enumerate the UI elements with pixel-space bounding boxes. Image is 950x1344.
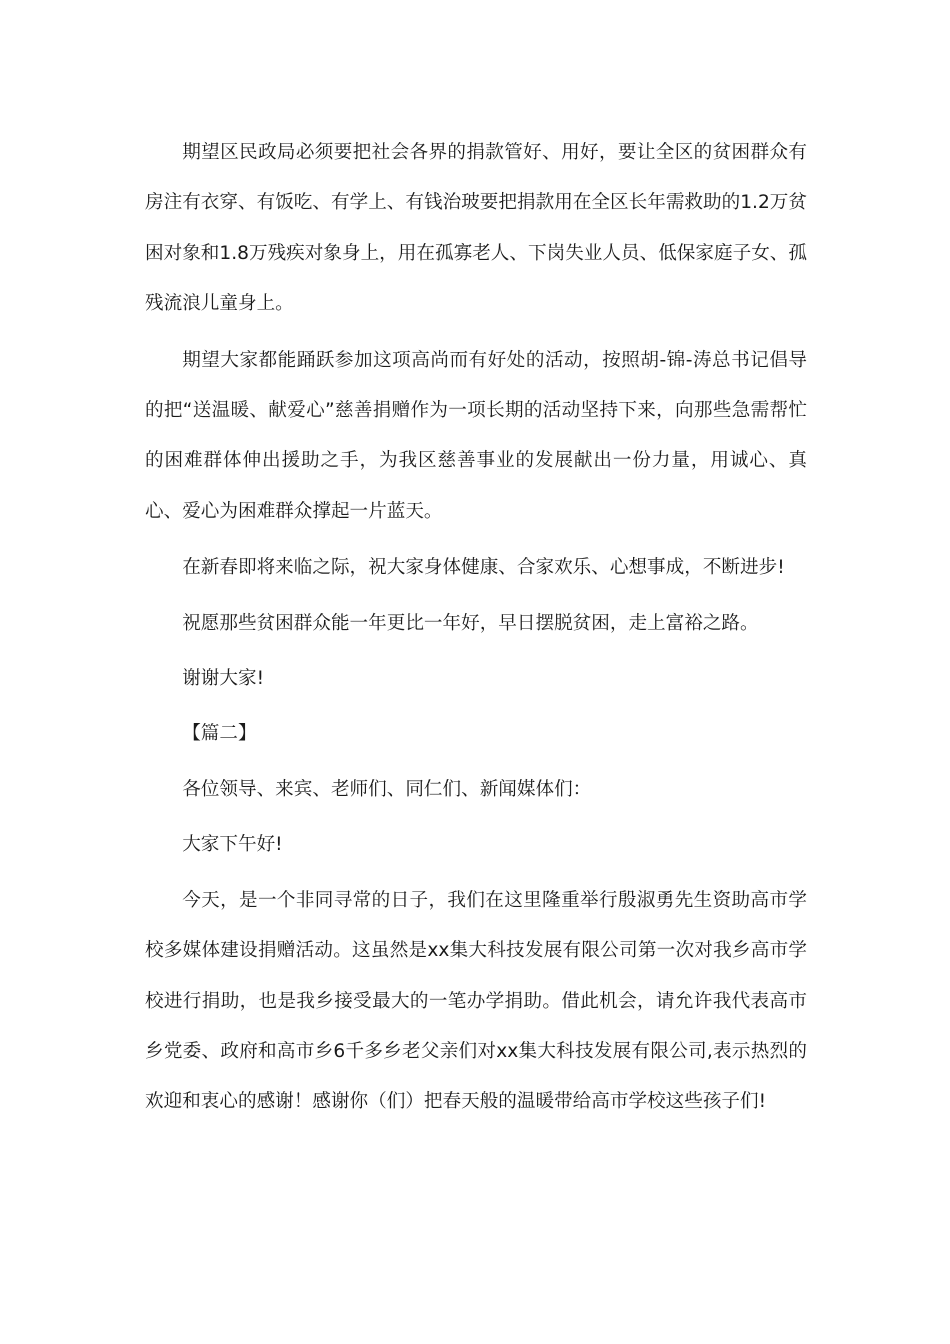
- section-heading-part-two: 【篇二】: [182, 723, 257, 745]
- paragraph-new-year-wishes: 在新春即将来临之际，祝大家身体健康、合家欢乐、心想事成，不断进步!: [182, 557, 785, 579]
- document-body: [145, 128, 807, 1128]
- paragraph-blessing: 祝愿那些贫困群众能一年更比一年好，早日摆脱贫困，走上富裕之路。: [182, 612, 759, 634]
- paragraph-greeting: 大家下午好!: [182, 834, 283, 856]
- paragraph-thanks: 谢谢大家!: [182, 668, 265, 690]
- paragraph-donation-management: 期望区民政局必须要把社会各界的捐款管好、用好，要让全区的贫困群众有房注有衣穿、有饭吃、有学上、有钱治玻要把捐款用在全区长年需救助的1.2万贫困对象和1.8万残疾对象身上，用在孤寡老人、下岗失业人员、低保家庭子女、孤残流浪儿童身上。: [145, 142, 807, 315]
- paragraph-salutation: 各位领导、来宾、老师们、同仁们、新闻媒体们：: [182, 778, 592, 800]
- paragraph-call-to-action: 期望大家都能踊跃参加这项高尚而有好处的活动，按照胡-锦-涛总书记倡导的把“送温暖、献爱心”慈善捐赠作为一项长期的活动坚持下来，向那些急需帮忙的困难群体伸出援助之手，为我区慈善事业的发展献出一份力量，用诚心、真心、爱心为困难群众撑起一片蓝天。: [145, 349, 807, 522]
- paragraph-ceremony-speech: 今天，是一个非同寻常的日子，我们在这里隆重举行殷淑勇先生资助高市学校多媒体建设捐赠活动。这虽然是xx集大科技发展有限公司第一次对我乡高市学校进行捐助，也是我乡接受最大的一笔办学捐助。借此机会，请允许我代表高市乡党委、政府和高市乡6千多乡老父亲们对xx集大科技发展有限公司,表示热烈的欢迎和衷心的感谢！感谢你（们）把春天般的温暖带给高市学校这些孩子们!: [145, 889, 807, 1113]
